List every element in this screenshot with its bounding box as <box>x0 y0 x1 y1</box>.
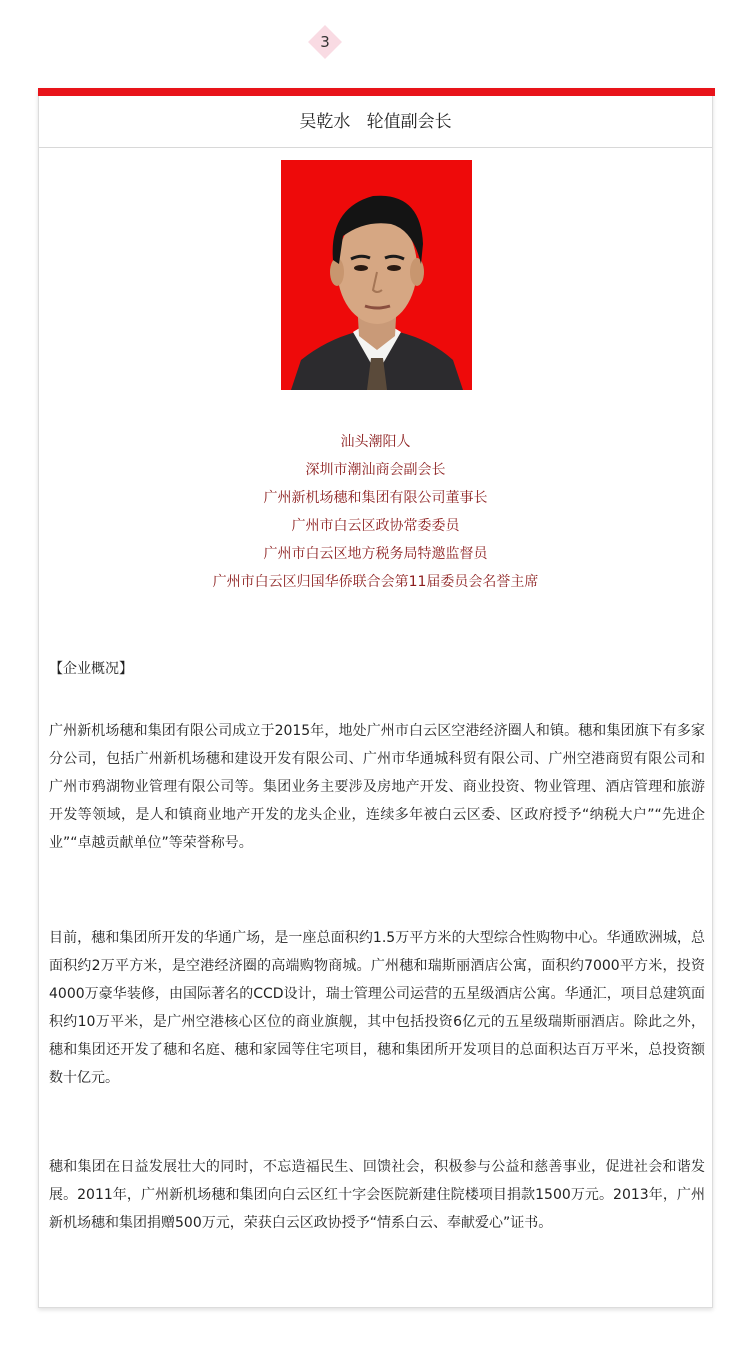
role-line: 广州市白云区归国华侨联合会第11届委员会名誉主席 <box>212 574 539 590</box>
role-line: 汕头潮阳人 <box>340 434 411 450</box>
overview-paragraph: 穗和集团在日益发展壮大的同时，不忘造福民生、回馈社会，积极参与公益和慈善事业，促进社会和谐发展。2011年，广州新机场穗和集团向白云区红十字会医院新建住院楼项目捐款1500万元。2013年，广州新机场穗和集团捐赠500万元，荣获白云区政协授予“情系白云、奉献爱心”证书。 <box>49 1159 705 1231</box>
role-line: 深圳市潮汕商会副会长 <box>305 462 446 478</box>
profile-card <box>38 88 713 1308</box>
role-line: 广州新机场穗和集团有限公司董事长 <box>263 490 488 506</box>
section-number-badge <box>307 24 343 60</box>
accent-bar <box>38 88 715 96</box>
profile-title: 吴乾水 轮值副会长 <box>39 96 712 148</box>
section-number: 3 <box>320 33 330 51</box>
overview-paragraph: 广州新机场穗和集团有限公司成立于2015年，地处广州市白云区空港经济圈人和镇。穗和集团旗下有多家分公司，包括广州新机场穗和建设开发有限公司、广州市华通城科贸有限公司、广州空港商贸有限公司和广州市鸦湖物业管理有限公司等。集团业务主要涉及房地产开发、商业投资、物业管理、酒店管理和旅游开发等领域，是人和镇商业地产开发的龙头企业，连续多年被白云区委、区政府授予“纳税大户”“先进企业”“卓越贡献单位”等荣誉称号。 <box>49 723 705 851</box>
overview-heading: 【企业概况】 <box>49 661 133 677</box>
role-line: 广州市白云区地方税务局特邀监督员 <box>263 546 488 562</box>
overview-paragraph: 目前，穗和集团所开发的华通广场，是一座总面积约1.5万平方米的大型综合性购物中心。华通欧洲城，总面积约2万平方米，是空港经济圈的高端购物商城。广州穗和瑞斯丽酒店公寓，面积约7000平方米，投资4000万豪华装修，由国际著名的CCD设计，瑞士管理公司运营的五星级酒店公寓。华通汇，项目总建筑面积约10万平米，是广州空港核心区位的商业旗舰，其中包括投资6亿元的五星级瑞斯丽酒店。除此之外，穗和集团还开发了穗和名庭、穗和家园等住宅项目，穗和集团所开发项目的总面积达百万平米，总投资额数十亿元。 <box>49 930 705 1086</box>
role-line: 广州市白云区政协常委委员 <box>291 518 460 534</box>
person-portrait-icon <box>281 160 472 390</box>
portrait-photo <box>281 160 472 390</box>
role-list <box>39 428 712 596</box>
